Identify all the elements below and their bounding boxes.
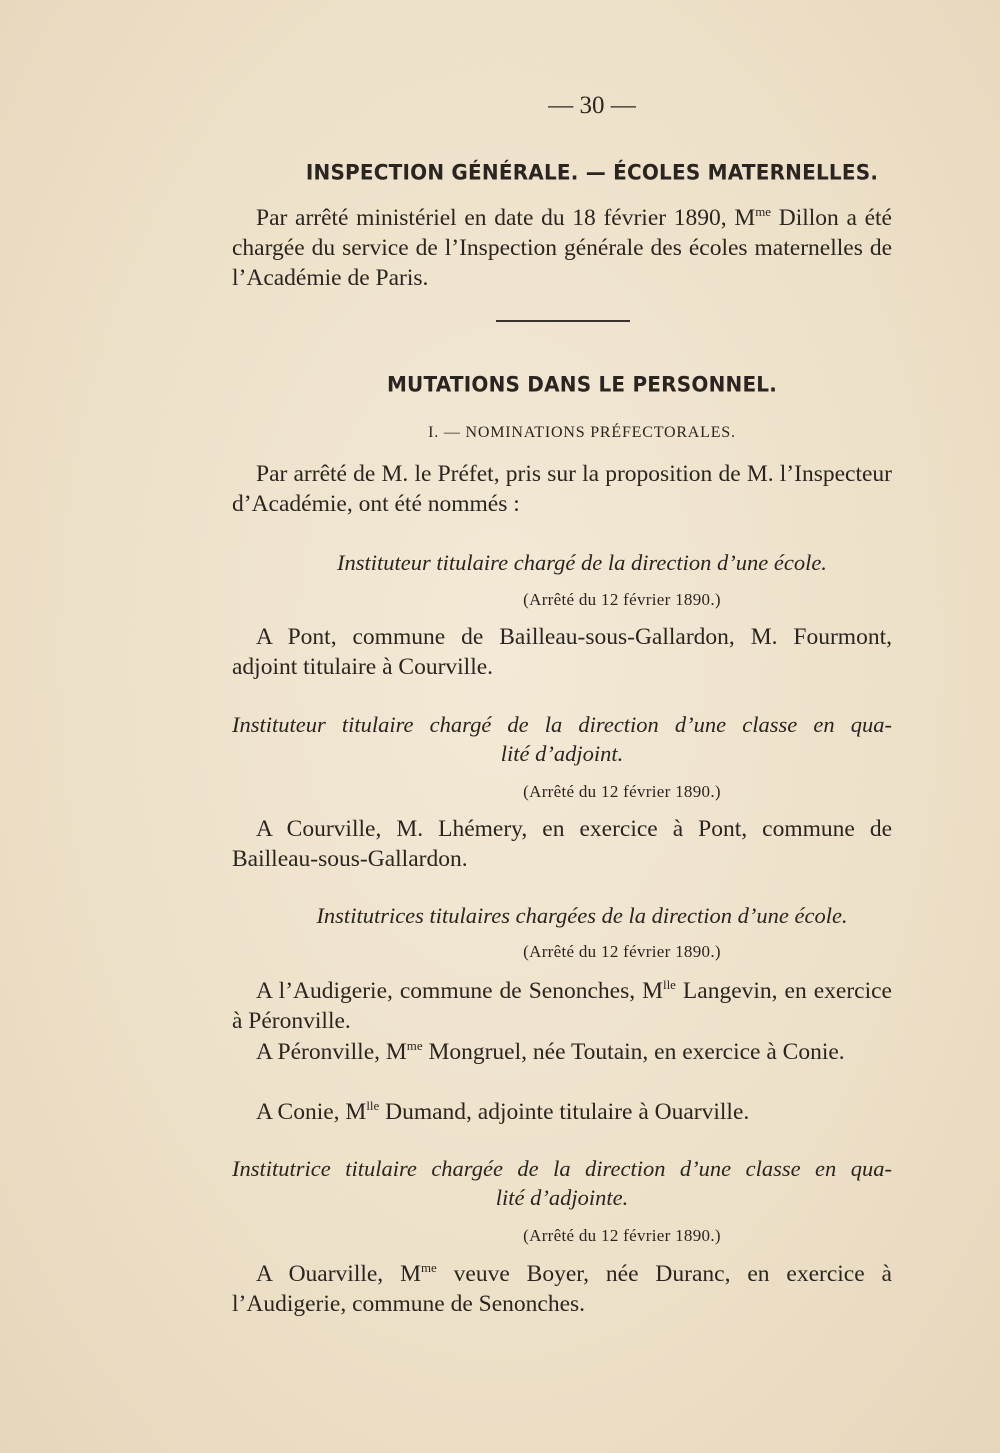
entry-text: A Pont, commune de Bailleau-sous-Gallardon, M. Fourmont, adjoint titulaire à Courville.: [232, 624, 892, 680]
title-abbrev: lle: [366, 1097, 380, 1113]
paragraph-text: Par arrêté ministériel en date du 18 février 1890, M: [256, 205, 756, 231]
paragraph-inspection: [232, 203, 892, 293]
paragraph-intro: Par arrêté de M. le Préfet, pris sur la proposition de M. l’Inspecteur d’Académie, ont été nommés :: [232, 461, 892, 517]
block-title-line: lité d’adjointe.: [495, 1185, 629, 1210]
entry-part: A Conie, M: [256, 1099, 367, 1125]
entry-text: A Courville, M. Lhémery, en exercice à Pont, commune de Bailleau-sous-Gallardon.: [232, 816, 892, 872]
entry-text: [232, 1037, 892, 1067]
block-title-line: lité d’adjoint.: [500, 741, 624, 766]
entry-part: A l’Audigerie, commune de Senonches, M: [256, 978, 664, 1004]
entry-part: veuve Boyer, née Duranc, en exercice à l’Audigerie, commune de Senonches.: [232, 1261, 892, 1317]
title-abbrev: me: [755, 203, 772, 219]
entry-part: A Péronville, M: [256, 1039, 407, 1065]
arrete-date: (Arrêté du 12 février 1890.): [523, 942, 721, 961]
entry-text: [232, 1097, 892, 1127]
title-abbrev: me: [420, 1259, 437, 1275]
block-title-line: Institutrice titulaire chargée de la direction d’une classe en qua-: [232, 1156, 892, 1181]
entry-text: [232, 976, 892, 1036]
subheading-nominations: I. — NOMINATIONS PRÉFECTORALES.: [428, 424, 736, 441]
title-abbrev: me: [406, 1037, 423, 1053]
section-heading-mutations: MUTATIONS DANS LE PERSONNEL.: [386, 371, 778, 397]
entry-part: A Ouarville, M: [256, 1261, 421, 1287]
entry-text: [232, 1259, 892, 1319]
entry-part: Mongruel, née Toutain, en exercice à Conie.: [422, 1039, 845, 1065]
section-divider: [496, 320, 630, 322]
block-title: Instituteur titulaire chargé de la direction d’une école.: [337, 550, 827, 575]
block-title: Institutrices titulaires chargées de la direction d’une école.: [316, 903, 848, 928]
entry-part: Dumand, adjointe titulaire à Ouarville.: [379, 1099, 750, 1125]
arrete-date: (Arrêté du 12 février 1890.): [523, 782, 721, 801]
paragraph-text: Dillon a été chargée du service de l’Inspection générale des écoles maternelles de l’Académie de Paris.: [232, 205, 892, 291]
entry-part: Langevin, en exercice à Péronville.: [232, 978, 892, 1034]
block-title-line: Instituteur titulaire chargé de la direction d’une classe en qua-: [232, 712, 892, 737]
title-abbrev: lle: [663, 976, 676, 992]
section-heading-inspection: INSPECTION GÉNÉRALE. — ÉCOLES MATERNELLES.: [305, 159, 879, 185]
arrete-date: (Arrêté du 12 février 1890.): [523, 1226, 721, 1245]
page-number: — 30 —: [548, 92, 636, 119]
arrete-date: (Arrêté du 12 février 1890.): [523, 590, 721, 609]
